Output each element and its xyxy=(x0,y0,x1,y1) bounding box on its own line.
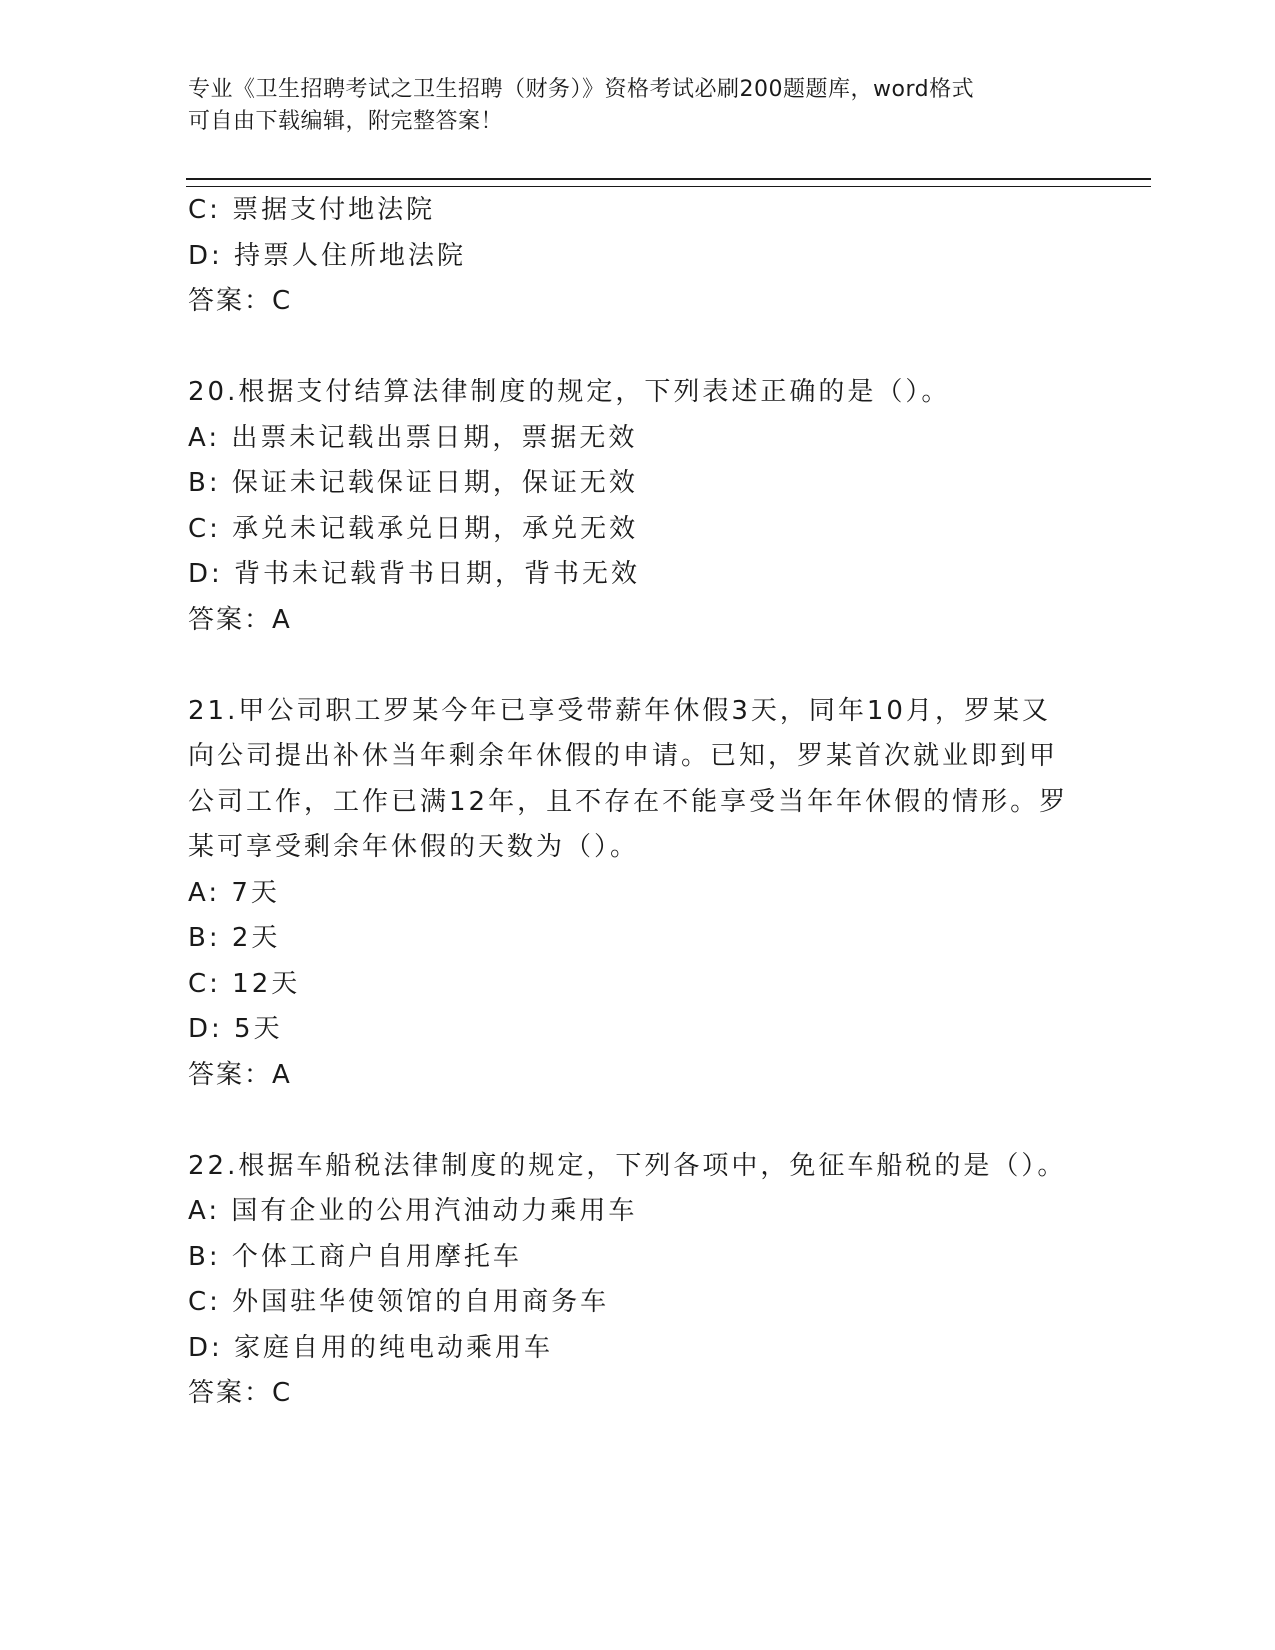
option-c: C: 承兑未记载承兑日期，承兑无效 xyxy=(188,513,639,544)
option-b: B: 个体工商户自用摩托车 xyxy=(188,1241,522,1272)
stem-line: 21.甲公司职工罗某今年已享受带薪年休假3天，同年10月，罗某又 xyxy=(188,695,1051,726)
option-b: B: 保证未记载保证日期，保证无效 xyxy=(188,468,638,498)
question-21 xyxy=(188,689,1088,1099)
spacer xyxy=(188,325,1088,371)
option-c: C: 12天 xyxy=(188,968,301,999)
stem-line: 公司工作，工作已满12年，且不存在不能享受当年年休假的情形。罗 xyxy=(188,786,1069,817)
document-body xyxy=(188,188,1088,1417)
header-divider xyxy=(186,178,1151,187)
question-22 xyxy=(188,1144,1088,1417)
question-20 xyxy=(188,370,1088,643)
question-stem xyxy=(188,1144,1088,1190)
header-title-line-1: 专业《卫生招聘考试之卫生招聘（财务）》资格考试必刷200题题库，word格式 xyxy=(188,77,975,102)
option-a: A: 7天 xyxy=(188,877,280,908)
option-a: A: 出票未记载出票日期，票据无效 xyxy=(188,422,638,453)
stem-line: 向公司提出补休当年剩余年休假的申请。已知，罗某首次就业即到甲 xyxy=(188,741,1059,771)
header-title-line-2: 可自由下载编辑，附完整答案！ xyxy=(188,109,504,134)
option-d: D: 家庭自用的纯电动乘用车 xyxy=(188,1332,554,1363)
option-a: A: 国有企业的公用汽油动力乘用车 xyxy=(188,1196,638,1226)
answer-line: 答案：A xyxy=(188,604,292,635)
question-stem xyxy=(188,689,1088,871)
spacer xyxy=(188,1098,1088,1144)
option-b: B: 2天 xyxy=(188,923,281,953)
page-header xyxy=(188,74,1088,138)
stem-line: 20.根据支付结算法律制度的规定，下列表述正确的是（）。 xyxy=(188,377,951,407)
option-c: C: 外国驻华使领馆的自用商务车 xyxy=(188,1287,610,1317)
answer-line: 答案：C xyxy=(188,286,293,316)
option-d: D: 持票人住所地法院 xyxy=(188,240,467,271)
stem-line: 22.根据车船税法律制度的规定，下列各项中，免征车船税的是（）。 xyxy=(188,1150,1067,1181)
question-19-continued xyxy=(188,188,1088,325)
option-d: D: 5天 xyxy=(188,1014,283,1044)
spacer xyxy=(188,643,1088,689)
option-d: D: 背书未记载背书日期，背书无效 xyxy=(188,559,641,589)
answer-line: 答案：A xyxy=(188,1059,292,1090)
answer-line: 答案：C xyxy=(188,1378,293,1408)
question-stem xyxy=(188,370,1088,416)
option-c: C: 票据支付地法院 xyxy=(188,195,436,225)
stem-line: 某可享受剩余年休假的天数为（）。 xyxy=(188,832,640,862)
